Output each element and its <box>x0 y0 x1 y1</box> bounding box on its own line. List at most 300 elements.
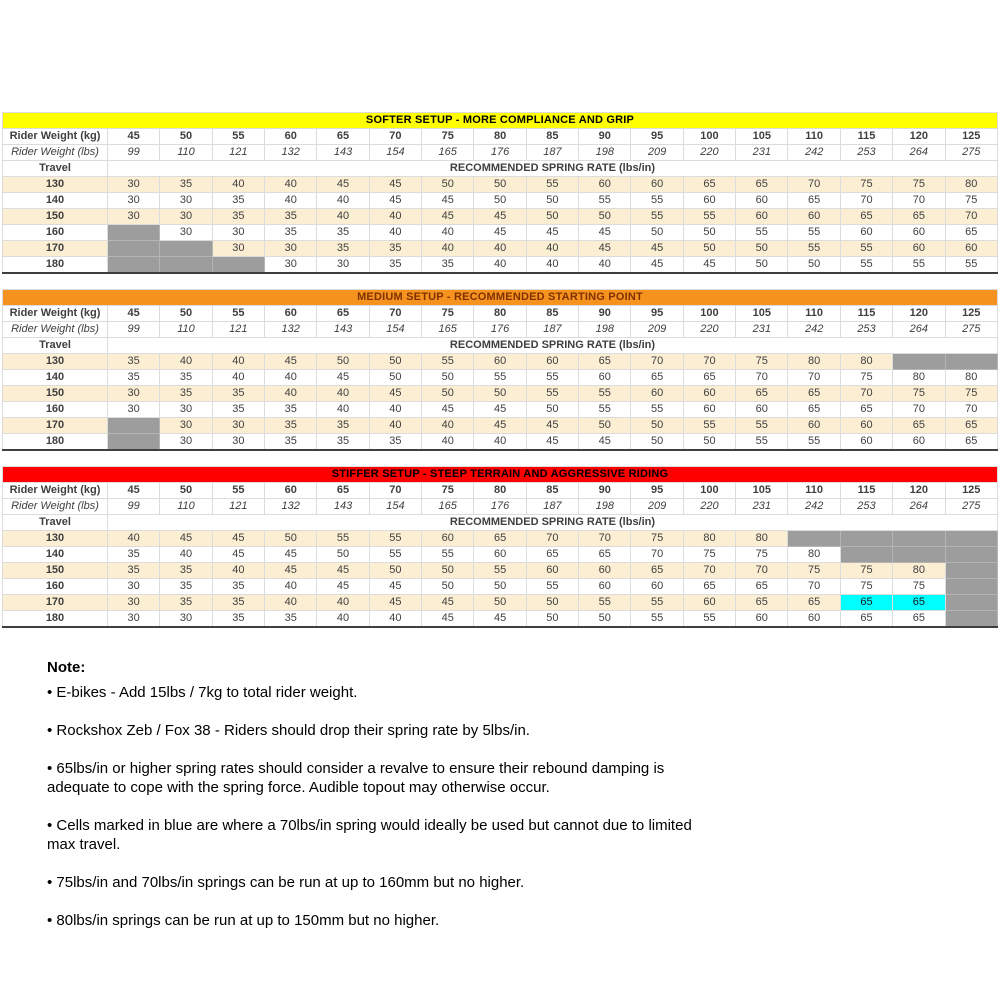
spring-rate-cell: 70 <box>945 402 998 418</box>
lbs-header-cell: 264 <box>893 499 945 515</box>
spring-rate-cell: 55 <box>369 547 421 563</box>
spring-rate-cell: 55 <box>840 257 892 274</box>
spring-rate-cell: 75 <box>840 563 892 579</box>
spring-rate-cell: 45 <box>369 386 421 402</box>
spring-rate-cell: 40 <box>212 177 264 193</box>
spring-rate-cell: 80 <box>945 370 998 386</box>
spring-rate-cell: 70 <box>945 209 998 225</box>
spring-rate-cell: 60 <box>840 225 892 241</box>
kg-header-cell: 125 <box>945 129 998 145</box>
spring-rate-cell: 35 <box>265 434 317 451</box>
spring-rate-cell: 65 <box>579 547 631 563</box>
spring-rate-cell: 75 <box>893 579 945 595</box>
spring-rate-cell: 65 <box>840 209 892 225</box>
kg-header-cell: 105 <box>736 129 788 145</box>
lbs-header-cell: 143 <box>317 499 369 515</box>
spring-rate-cell: 65 <box>683 370 735 386</box>
spring-rate-cell: 45 <box>526 418 578 434</box>
spring-rate-cell: 40 <box>212 370 264 386</box>
spring-rate-cell: 80 <box>945 177 998 193</box>
spring-rate-cell: 45 <box>317 177 369 193</box>
spring-rate-cell: 50 <box>579 418 631 434</box>
spring-rate-cell: 40 <box>369 402 421 418</box>
kg-header-cell: 55 <box>212 129 264 145</box>
kg-header-cell: 80 <box>474 129 526 145</box>
spring-rate-cell: 35 <box>160 595 212 611</box>
lbs-header-cell: 110 <box>160 322 212 338</box>
spring-rate-cell: 65 <box>893 209 945 225</box>
spring-rate-cell: 45 <box>422 402 474 418</box>
spring-rate-cell: 75 <box>736 354 788 370</box>
rider-weight-lbs-row <box>3 499 998 515</box>
kg-header-cell: 85 <box>526 483 578 499</box>
note-item-zeb-fox38: • Rockshox Zeb / Fox 38 - Riders should drop their spring rate by 5lbs/in. <box>47 722 530 739</box>
spring-rate-cell: 45 <box>474 611 526 628</box>
kg-header-cell: 100 <box>683 306 735 322</box>
kg-header-cell: 60 <box>265 483 317 499</box>
kg-header-cell: 110 <box>788 129 840 145</box>
spring-rate-cell: 45 <box>369 595 421 611</box>
spring-rate-cell: 45 <box>212 531 264 547</box>
spring-rate-cell: 55 <box>893 257 945 274</box>
spring-rate-cell: 75 <box>788 563 840 579</box>
kg-header-cell: 80 <box>474 306 526 322</box>
setup-title: MEDIUM SETUP - RECOMMENDED STARTING POINT <box>3 290 998 306</box>
spring-rate-cell: 35 <box>212 193 264 209</box>
spring-rate-cell: 55 <box>579 595 631 611</box>
spring-rate-cell: 65 <box>683 579 735 595</box>
travel-cell: 140 <box>3 193 108 209</box>
spring-rate-cell: 45 <box>265 354 317 370</box>
travel-cell: 160 <box>3 402 108 418</box>
travel-cell: 170 <box>3 418 108 434</box>
lbs-header-cell: 132 <box>265 322 317 338</box>
spring-rate-cell: 60 <box>579 177 631 193</box>
spring-rate-cell: 30 <box>160 402 212 418</box>
kg-header-cell: 60 <box>265 306 317 322</box>
spring-rate-cell: 70 <box>631 547 683 563</box>
spring-rate-cell: 50 <box>317 547 369 563</box>
kg-header-cell: 60 <box>265 129 317 145</box>
spring-rate-cell: 50 <box>683 434 735 451</box>
spring-rate-cell: 40 <box>422 241 474 257</box>
spring-rate-cell: 55 <box>683 611 735 628</box>
spring-rate-cell: 40 <box>422 434 474 451</box>
travel-cell: 170 <box>3 595 108 611</box>
spring-rate-cell: 55 <box>736 434 788 451</box>
spring-rate-cell: 60 <box>893 225 945 241</box>
lbs-header-cell: 132 <box>265 145 317 161</box>
rider-weight-lbs-label: Rider Weight (lbs) <box>3 145 108 161</box>
spring-rate-cell: 30 <box>265 241 317 257</box>
notes-section <box>47 658 719 930</box>
travel-row-170 <box>3 418 998 434</box>
travel-row-180 <box>3 257 998 274</box>
spring-rate-cell: 35 <box>317 241 369 257</box>
spring-rate-cell: 60 <box>840 434 892 451</box>
spring-rate-cell: 75 <box>736 547 788 563</box>
spring-rate-cell: 50 <box>265 531 317 547</box>
kg-header-cell: 65 <box>317 483 369 499</box>
spring-rate-cell: 45 <box>579 225 631 241</box>
spring-rate-cell: 55 <box>579 193 631 209</box>
spring-rate-cell: 40 <box>369 225 421 241</box>
spring-rate-cell: 60 <box>422 531 474 547</box>
setup-title: STIFFER SETUP - STEEP TERRAIN AND AGGRESSIVE RIDING <box>3 467 998 483</box>
spring-rate-cell: 50 <box>526 402 578 418</box>
spring-rate-cell: 50 <box>474 386 526 402</box>
spring-rate-cell: 60 <box>683 402 735 418</box>
spring-rate-cell: 75 <box>893 386 945 402</box>
lbs-header-cell: 132 <box>265 499 317 515</box>
spring-rate-cell: 50 <box>736 257 788 274</box>
spring-rate-cell: 70 <box>526 531 578 547</box>
spring-rate-cell: 45 <box>212 547 264 563</box>
travel-cell: 180 <box>3 434 108 451</box>
blocked-cell <box>788 531 840 547</box>
spring-rate-cell: 40 <box>160 354 212 370</box>
rider-weight-kg-row <box>3 306 998 322</box>
spring-rate-cell: 55 <box>579 402 631 418</box>
travel-cell: 130 <box>3 177 108 193</box>
blocked-cell <box>945 354 998 370</box>
spring-rate-cell: 35 <box>212 595 264 611</box>
spring-rate-cell: 55 <box>631 402 683 418</box>
spring-rate-cell: 30 <box>160 193 212 209</box>
spring-rate-cell: 45 <box>265 563 317 579</box>
travel-row-140 <box>3 193 998 209</box>
kg-header-cell: 50 <box>160 483 212 499</box>
travel-row-150 <box>3 563 998 579</box>
travel-row-170 <box>3 241 998 257</box>
spring-rate-cell: 35 <box>160 370 212 386</box>
travel-cell: 180 <box>3 611 108 628</box>
spring-rate-cell: 75 <box>840 579 892 595</box>
spring-rate-cell: 40 <box>265 193 317 209</box>
kg-header-cell: 70 <box>369 129 421 145</box>
spring-rate-cell: 35 <box>212 402 264 418</box>
spring-rate-cell: 40 <box>160 547 212 563</box>
spring-rate-cell: 80 <box>788 547 840 563</box>
spring-rate-cell: 75 <box>840 370 892 386</box>
lbs-header-cell: 121 <box>212 499 264 515</box>
spring-rate-cell: 35 <box>317 418 369 434</box>
spring-rate-cell: 50 <box>422 370 474 386</box>
spring-rate-cell: 60 <box>579 563 631 579</box>
spring-rate-cell: 40 <box>317 209 369 225</box>
spring-rate-cell: 40 <box>526 257 578 274</box>
kg-header-cell: 100 <box>683 129 735 145</box>
lbs-header-cell: 242 <box>788 322 840 338</box>
lbs-header-cell: 99 <box>108 145 160 161</box>
travel-row-160 <box>3 402 998 418</box>
spring-rate-cell: 40 <box>369 209 421 225</box>
spring-rate-cell: 55 <box>631 193 683 209</box>
spring-rate-cell: 55 <box>526 177 578 193</box>
spring-rate-cell: 55 <box>369 531 421 547</box>
lbs-header-cell: 165 <box>422 145 474 161</box>
spring-rate-cell: 30 <box>265 257 317 274</box>
spring-rate-cell: 35 <box>265 209 317 225</box>
spring-rate-cell: 35 <box>160 177 212 193</box>
spring-rate-cell: 40 <box>422 225 474 241</box>
kg-header-cell: 105 <box>736 483 788 499</box>
spring-rate-cell: 70 <box>579 531 631 547</box>
kg-header-cell: 80 <box>474 483 526 499</box>
kg-header-cell: 120 <box>893 483 945 499</box>
lbs-header-cell: 253 <box>840 322 892 338</box>
kg-header-cell: 85 <box>526 306 578 322</box>
blocked-cell <box>893 547 945 563</box>
spring-rate-cell: 55 <box>788 225 840 241</box>
blocked-cell <box>893 354 945 370</box>
blocked-cell <box>212 257 264 274</box>
spring-rate-cell: 40 <box>108 531 160 547</box>
blocked-cell <box>945 579 998 595</box>
spring-rate-cell: 55 <box>788 241 840 257</box>
spring-rate-cell: 45 <box>683 257 735 274</box>
kg-header-cell: 115 <box>840 306 892 322</box>
spring-rate-cell: 80 <box>840 354 892 370</box>
travel-cell: 180 <box>3 257 108 274</box>
spring-rate-cell: 30 <box>108 611 160 628</box>
lbs-header-cell: 264 <box>893 145 945 161</box>
travel-cell: 150 <box>3 563 108 579</box>
spring-rate-cell: 40 <box>317 193 369 209</box>
spring-rate-cell: 50 <box>369 563 421 579</box>
spring-rate-cell: 60 <box>893 434 945 451</box>
lbs-header-cell: 242 <box>788 145 840 161</box>
spring-rate-cell: 45 <box>317 563 369 579</box>
travel-row-140 <box>3 370 998 386</box>
spring-rate-cell: 55 <box>317 531 369 547</box>
note-item-revalve: • 65lbs/in or higher spring rates should consider a revalve to ensure their rebound damping is adequate to cope with the spring force. Audible topout may otherwise occur. <box>47 760 665 796</box>
spring-rate-cell: 50 <box>317 354 369 370</box>
spring-rate-cell: 45 <box>631 257 683 274</box>
spring-rate-cell: 70 <box>840 386 892 402</box>
spring-rate-cell: 40 <box>422 418 474 434</box>
lbs-header-cell: 176 <box>474 322 526 338</box>
travel-cell: 150 <box>3 386 108 402</box>
spring-rate-cell: 70 <box>840 193 892 209</box>
spring-rate-cell: 40 <box>579 257 631 274</box>
spring-rate-cell: 50 <box>369 354 421 370</box>
spring-rate-cell: 55 <box>474 563 526 579</box>
spring-rate-cell: 50 <box>788 257 840 274</box>
travel-header-row <box>3 161 998 177</box>
notes-title: Note: <box>47 659 86 676</box>
blocked-cell <box>945 595 998 611</box>
spring-rate-cell: 30 <box>108 595 160 611</box>
spring-rate-cell: 55 <box>579 386 631 402</box>
spring-rate-cell: 65 <box>788 595 840 611</box>
spring-rate-cell: 35 <box>265 402 317 418</box>
spring-rate-cell: 45 <box>422 595 474 611</box>
kg-header-cell: 125 <box>945 306 998 322</box>
spring-rate-cell: 65 <box>788 193 840 209</box>
spring-rate-cell: 55 <box>736 418 788 434</box>
blocked-cell <box>108 434 160 451</box>
spring-rate-cell: 65 <box>893 611 945 628</box>
spring-rate-cell: 50 <box>526 209 578 225</box>
rider-weight-kg-row <box>3 483 998 499</box>
spring-rate-cell: 40 <box>317 595 369 611</box>
travel-row-160 <box>3 579 998 595</box>
lbs-header-cell: 187 <box>526 322 578 338</box>
kg-header-cell: 120 <box>893 129 945 145</box>
lbs-header-cell: 209 <box>631 145 683 161</box>
softer-setup-table <box>2 112 998 274</box>
spring-rate-cell: 50 <box>422 386 474 402</box>
lbs-header-cell: 220 <box>683 499 735 515</box>
spring-rate-cell: 45 <box>369 193 421 209</box>
spring-rate-cell: 70 <box>788 579 840 595</box>
lbs-header-cell: 198 <box>579 322 631 338</box>
spring-rate-cell: 40 <box>474 241 526 257</box>
spring-rate-cell: 40 <box>474 434 526 451</box>
lbs-header-cell: 264 <box>893 322 945 338</box>
spring-rate-cell: 50 <box>526 595 578 611</box>
rider-weight-kg-label: Rider Weight (kg) <box>3 483 108 499</box>
lbs-header-cell: 220 <box>683 145 735 161</box>
blocked-cell <box>108 418 160 434</box>
rider-weight-lbs-row <box>3 145 998 161</box>
spring-rate-cell: 30 <box>212 225 264 241</box>
spring-rate-cell: 35 <box>369 434 421 451</box>
spring-rate-cell: 55 <box>631 209 683 225</box>
spring-rate-cell: 35 <box>108 370 160 386</box>
spring-rate-cell: 35 <box>265 418 317 434</box>
blocked-cell <box>945 531 998 547</box>
lbs-header-cell: 231 <box>736 322 788 338</box>
spring-rate-cell: 35 <box>317 434 369 451</box>
spring-rate-cell: 55 <box>526 579 578 595</box>
spring-rate-cell: 60 <box>683 193 735 209</box>
spring-rate-cell: 45 <box>317 579 369 595</box>
spring-rate-header: RECOMMENDED SPRING RATE (lbs/in) <box>108 515 998 531</box>
lbs-header-cell: 253 <box>840 145 892 161</box>
spring-rate-cell: 40 <box>212 563 264 579</box>
kg-header-cell: 55 <box>212 306 264 322</box>
lbs-header-cell: 198 <box>579 499 631 515</box>
spring-rate-cell: 50 <box>422 563 474 579</box>
spring-rate-cell: 40 <box>265 370 317 386</box>
spring-rate-cell: 50 <box>631 434 683 451</box>
lbs-header-cell: 275 <box>945 145 998 161</box>
spring-rate-cell: 30 <box>160 611 212 628</box>
spring-rate-cell: 50 <box>683 225 735 241</box>
travel-cell: 150 <box>3 209 108 225</box>
kg-header-cell: 65 <box>317 306 369 322</box>
spring-rate-cell: 75 <box>683 547 735 563</box>
spring-rate-cell: 55 <box>526 386 578 402</box>
lbs-header-cell: 99 <box>108 322 160 338</box>
spring-rate-cell: 70 <box>788 177 840 193</box>
spring-rate-cell: 30 <box>108 177 160 193</box>
blocked-cell <box>160 257 212 274</box>
spring-rate-cell: 45 <box>474 225 526 241</box>
lbs-header-cell: 121 <box>212 322 264 338</box>
lbs-header-cell: 154 <box>369 499 421 515</box>
spring-rate-cell: 55 <box>422 354 474 370</box>
spring-rate-cell: 70 <box>788 370 840 386</box>
spring-rate-cell: 35 <box>212 209 264 225</box>
kg-header-cell: 115 <box>840 483 892 499</box>
spring-rate-cell: 65 <box>736 177 788 193</box>
rider-weight-kg-label: Rider Weight (kg) <box>3 306 108 322</box>
lbs-header-cell: 220 <box>683 322 735 338</box>
rider-weight-kg-label: Rider Weight (kg) <box>3 129 108 145</box>
kg-header-cell: 75 <box>422 129 474 145</box>
spring-rate-cell: 30 <box>317 257 369 274</box>
setup-band-row <box>3 290 998 306</box>
spring-rate-cell: 35 <box>108 354 160 370</box>
spring-rate-cell: 80 <box>683 531 735 547</box>
spring-rate-cell: 50 <box>474 595 526 611</box>
spring-rate-cell: 45 <box>474 402 526 418</box>
note-item-ebikes: • E-bikes - Add 15lbs / 7kg to total rider weight. <box>47 684 358 701</box>
rider-weight-lbs-label: Rider Weight (lbs) <box>3 322 108 338</box>
blocked-cell <box>945 547 998 563</box>
travel-cell: 170 <box>3 241 108 257</box>
travel-cell: 160 <box>3 579 108 595</box>
blocked-cell <box>945 611 998 628</box>
spring-rate-cell: 50 <box>683 241 735 257</box>
kg-header-cell: 50 <box>160 306 212 322</box>
spring-rate-cell: 45 <box>526 434 578 451</box>
spring-rate-cell: 30 <box>108 209 160 225</box>
spring-rate-cell: 35 <box>108 563 160 579</box>
kg-header-cell: 90 <box>579 483 631 499</box>
lbs-header-cell: 187 <box>526 499 578 515</box>
kg-header-cell: 95 <box>631 306 683 322</box>
spring-rate-cell: 60 <box>683 386 735 402</box>
spring-rate-cell: 65 <box>631 370 683 386</box>
kg-header-cell: 120 <box>893 306 945 322</box>
spring-rate-cell: 60 <box>474 547 526 563</box>
spring-rate-cell: 35 <box>422 257 474 274</box>
travel-row-130 <box>3 354 998 370</box>
spring-rate-cell: 60 <box>840 418 892 434</box>
kg-header-cell: 75 <box>422 483 474 499</box>
spring-rate-cell: 55 <box>474 370 526 386</box>
spring-rate-cell: 55 <box>736 225 788 241</box>
travel-cell: 130 <box>3 531 108 547</box>
kg-header-cell: 70 <box>369 306 421 322</box>
travel-label: Travel <box>3 515 108 531</box>
travel-cell: 140 <box>3 547 108 563</box>
spring-rate-cell: 30 <box>160 434 212 451</box>
spring-rate-cell: 40 <box>265 177 317 193</box>
blocked-cell <box>108 225 160 241</box>
kg-header-cell: 95 <box>631 483 683 499</box>
spring-rate-cell: 70 <box>893 193 945 209</box>
kg-header-cell: 45 <box>108 483 160 499</box>
spring-rate-cell: 40 <box>212 354 264 370</box>
lbs-header-cell: 187 <box>526 145 578 161</box>
spring-rate-cell: 70 <box>736 370 788 386</box>
travel-header-row <box>3 338 998 354</box>
spring-rate-cell: 40 <box>265 386 317 402</box>
spring-rate-cell: 65 <box>631 563 683 579</box>
spring-rate-cell: 35 <box>212 386 264 402</box>
spring-rate-cell: 45 <box>422 193 474 209</box>
kg-header-cell: 45 <box>108 129 160 145</box>
spring-rate-cell: 40 <box>317 402 369 418</box>
lbs-header-cell: 110 <box>160 145 212 161</box>
spring-rate-cell: 65 <box>945 434 998 451</box>
lbs-header-cell: 231 <box>736 145 788 161</box>
